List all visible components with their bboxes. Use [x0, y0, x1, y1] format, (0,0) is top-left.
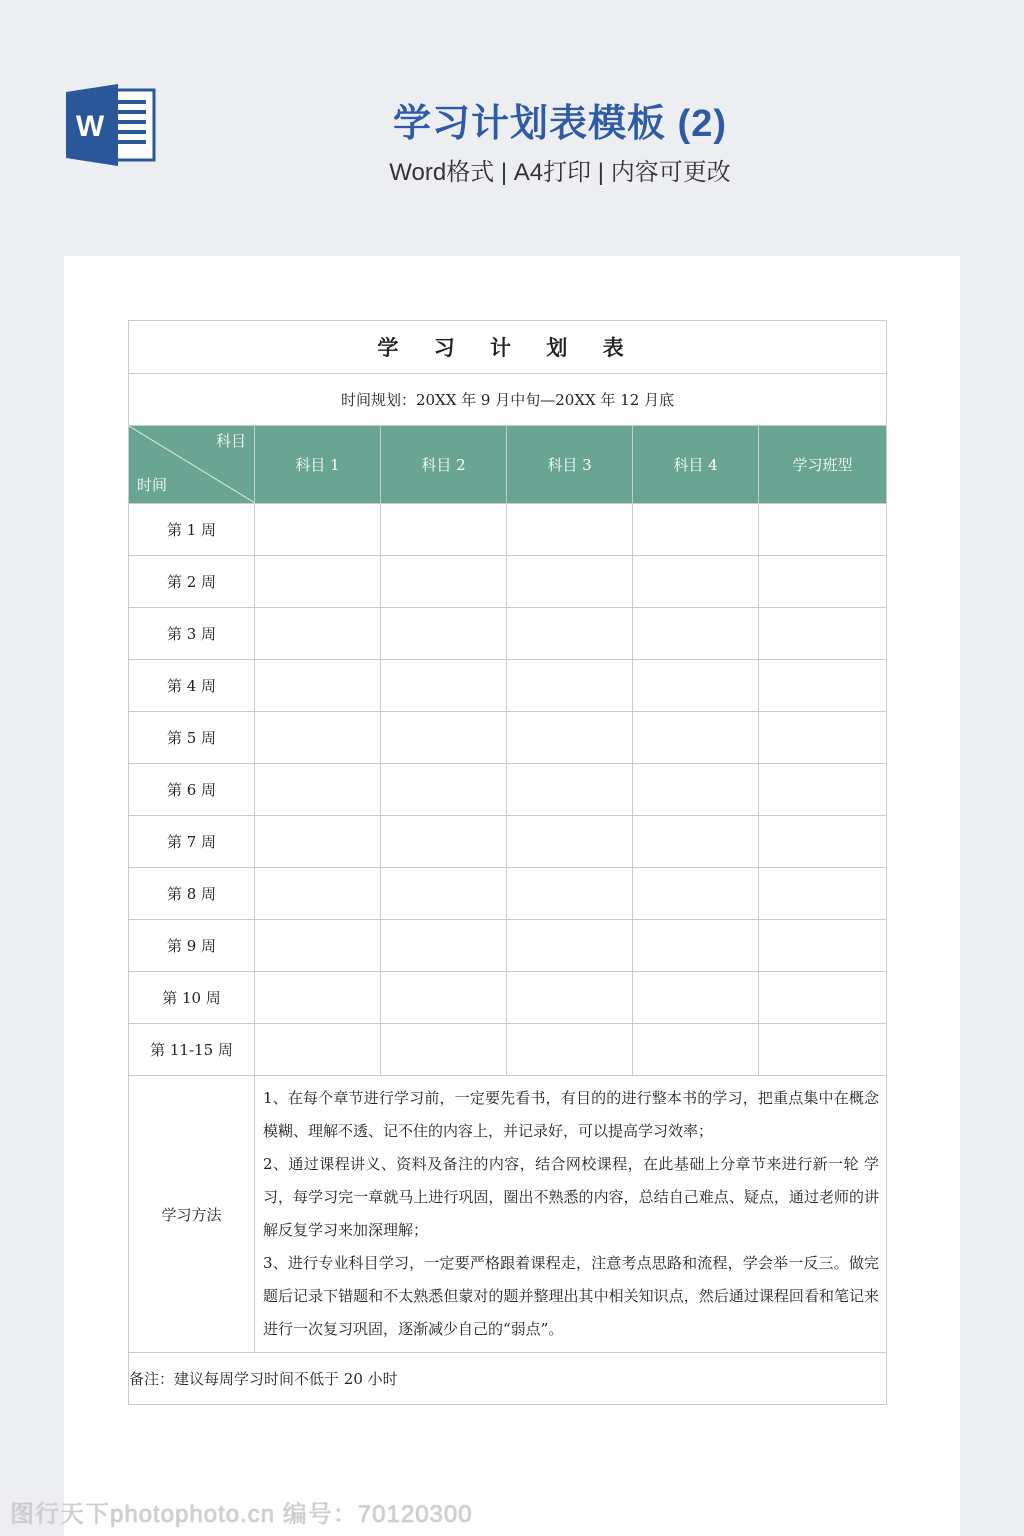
plan-cell[interactable]	[633, 1024, 759, 1076]
table-row	[129, 660, 887, 712]
plan-cell[interactable]	[759, 764, 887, 816]
plan-cell[interactable]	[381, 660, 507, 712]
plan-cell[interactable]	[507, 868, 633, 920]
plan-cell[interactable]	[255, 764, 381, 816]
document-page	[64, 256, 960, 1536]
column-header: 科目 3	[507, 426, 633, 504]
plan-cell[interactable]	[255, 920, 381, 972]
plan-cell[interactable]	[381, 868, 507, 920]
plan-cell[interactable]	[759, 972, 887, 1024]
plan-cell[interactable]	[381, 816, 507, 868]
table-row	[129, 504, 887, 556]
plan-cell[interactable]	[255, 712, 381, 764]
note-row	[129, 1353, 887, 1405]
corner-cell	[129, 426, 255, 504]
column-header: 科目 1	[255, 426, 381, 504]
table-row	[129, 712, 887, 764]
week-label: 第 11-15 周	[129, 1024, 255, 1076]
table-row	[129, 868, 887, 920]
plan-cell[interactable]	[381, 608, 507, 660]
method-label: 学习方法	[129, 1076, 255, 1353]
watermark: 图行天下photophoto.cn 编号：70120300	[10, 1501, 473, 1528]
logo-letter: W	[75, 110, 105, 143]
week-label: 第 1 周	[129, 504, 255, 556]
plan-cell[interactable]	[759, 1024, 887, 1076]
plan-cell[interactable]	[507, 608, 633, 660]
column-header: 科目 2	[381, 426, 507, 504]
table-row	[129, 972, 887, 1024]
method-row	[129, 1076, 887, 1353]
plan-cell[interactable]	[633, 972, 759, 1024]
plan-cell[interactable]	[255, 660, 381, 712]
plan-cell[interactable]	[507, 556, 633, 608]
corner-subject-label: 科目	[215, 432, 246, 450]
study-plan-table	[128, 320, 887, 1405]
table-row	[129, 816, 887, 868]
week-label: 第 9 周	[129, 920, 255, 972]
plan-cell[interactable]	[255, 556, 381, 608]
plan-cell[interactable]	[759, 920, 887, 972]
week-label: 第 3 周	[129, 608, 255, 660]
plan-cell[interactable]	[759, 608, 887, 660]
method-item: 1、在每个章节进行学习前，一定要先看书，有目的的进行整本书的学习，把重点集中在概念模糊、理解不透、记不住的内容上，并记录好，可以提高学习效率；	[263, 1089, 880, 1140]
plan-cell[interactable]	[633, 712, 759, 764]
plan-cell[interactable]	[507, 504, 633, 556]
plan-cell[interactable]	[633, 660, 759, 712]
plan-cell[interactable]	[255, 972, 381, 1024]
plan-cell[interactable]	[255, 1024, 381, 1076]
page-title: 学习计划表模板 (2)	[392, 103, 727, 145]
corner-time-label: 时间	[137, 476, 168, 494]
table-row	[129, 556, 887, 608]
plan-cell[interactable]	[381, 712, 507, 764]
plan-cell[interactable]	[381, 920, 507, 972]
method-item: 2、通过课程讲义、资料及备注的内容，结合网校课程，在此基础上分章节来进行新一轮 学习，每学习完一章就马上进行巩固，圈出不熟悉的内容，总结自己难点、疑点，通过老师的讲解反复学习来加深理解；	[263, 1155, 880, 1239]
plan-cell[interactable]	[633, 816, 759, 868]
plan-cell[interactable]	[507, 712, 633, 764]
plan-cell[interactable]	[507, 764, 633, 816]
column-header: 学习班型	[759, 426, 887, 504]
column-header: 科目 4	[633, 426, 759, 504]
week-label: 第 6 周	[129, 764, 255, 816]
plan-cell[interactable]	[759, 504, 887, 556]
time-range: 时间规划：20XX 年 9 月中旬—20XX 年 12 月底	[129, 374, 887, 426]
plan-cell[interactable]	[633, 608, 759, 660]
plan-cell[interactable]	[381, 764, 507, 816]
table-row	[129, 764, 887, 816]
plan-cell[interactable]	[381, 504, 507, 556]
table-row	[129, 608, 887, 660]
plan-cell[interactable]	[633, 556, 759, 608]
week-label: 第 5 周	[129, 712, 255, 764]
plan-cell[interactable]	[255, 504, 381, 556]
plan-cell[interactable]	[759, 660, 887, 712]
plan-cell[interactable]	[633, 868, 759, 920]
week-label: 第 10 周	[129, 972, 255, 1024]
plan-cell[interactable]	[507, 920, 633, 972]
note-text: 备注：建议每周学习时间不低于 20 小时	[129, 1353, 887, 1405]
plan-cell[interactable]	[381, 1024, 507, 1076]
plan-cell[interactable]	[507, 972, 633, 1024]
plan-cell[interactable]	[381, 972, 507, 1024]
plan-cell[interactable]	[633, 504, 759, 556]
method-item: 3、进行专业科目学习，一定要严格跟着课程走，注意考点思路和流程，学会举一反三。做完题后记录下错题和不太熟悉但蒙对的题并整理出其中相关知识点，然后通过课程回看和笔记来进行一次复习巩固，逐渐减少自己的“弱点”。	[263, 1254, 880, 1338]
page-header	[0, 0, 1024, 250]
word-icon	[66, 84, 156, 166]
method-text	[255, 1076, 887, 1353]
plan-cell[interactable]	[507, 816, 633, 868]
plan-cell[interactable]	[633, 764, 759, 816]
week-label: 第 7 周	[129, 816, 255, 868]
plan-cell[interactable]	[759, 816, 887, 868]
plan-cell[interactable]	[255, 868, 381, 920]
table-row	[129, 920, 887, 972]
table-row	[129, 1024, 887, 1076]
plan-cell[interactable]	[759, 868, 887, 920]
plan-cell[interactable]	[255, 816, 381, 868]
plan-cell[interactable]	[759, 712, 887, 764]
plan-cell[interactable]	[507, 660, 633, 712]
plan-cell[interactable]	[507, 1024, 633, 1076]
week-label: 第 8 周	[129, 868, 255, 920]
plan-cell[interactable]	[759, 556, 887, 608]
plan-cell[interactable]	[381, 556, 507, 608]
page-subtitle: Word格式 | A4打印 | 内容可更改	[389, 159, 731, 186]
table-title: 学 习 计 划 表	[129, 321, 887, 374]
plan-cell[interactable]	[633, 920, 759, 972]
header-row	[129, 426, 887, 504]
plan-cell[interactable]	[255, 608, 381, 660]
week-label: 第 2 周	[129, 556, 255, 608]
week-label: 第 4 周	[129, 660, 255, 712]
